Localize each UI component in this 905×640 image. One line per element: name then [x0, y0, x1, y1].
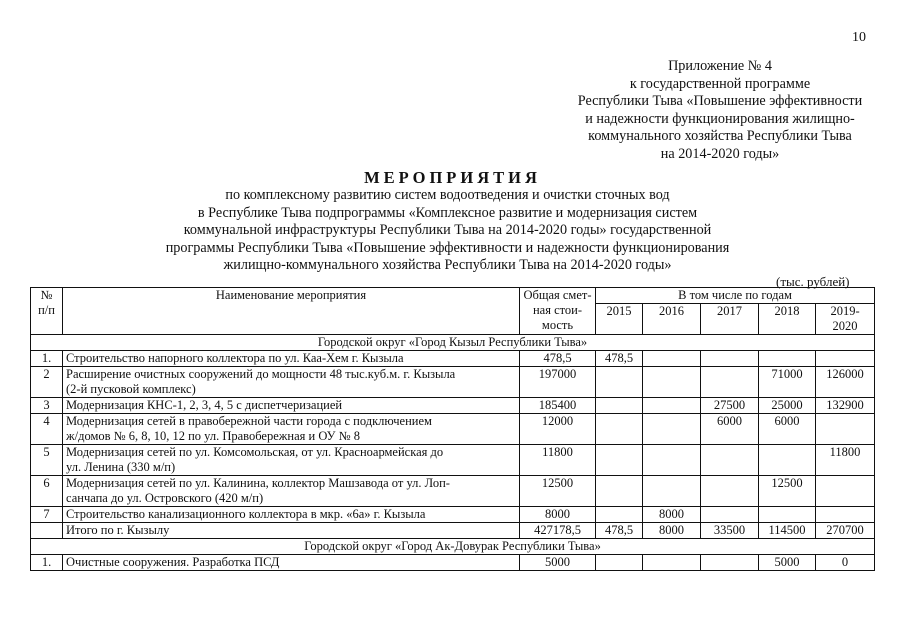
measures-table	[30, 287, 875, 571]
header-total: Общая смет- ная стои- мость	[520, 288, 596, 335]
table-row	[31, 476, 875, 507]
cell-2015	[596, 476, 643, 507]
table-row	[31, 367, 875, 398]
cell-number: 1.	[31, 351, 63, 367]
cell-2015	[596, 445, 643, 476]
cell-2018: 12500	[759, 476, 816, 507]
cell-2017: 33500	[701, 523, 759, 539]
cell-2018: 6000	[759, 414, 816, 445]
document-title: МЕРОПРИЯТИЯ	[364, 168, 541, 187]
cell-2015	[596, 367, 643, 398]
header-years-group: В том числе по годам	[596, 288, 875, 304]
subtitle-line: в Республике Тыва подпрограммы «Комплексное развитие и модернизация систем	[197, 204, 698, 221]
appendix-line: к государственной программе	[629, 75, 811, 92]
cell-total: 185400	[520, 398, 596, 414]
cell-total: 12500	[520, 476, 596, 507]
cell-2016	[643, 414, 701, 445]
cell-number: 6	[31, 476, 63, 507]
cell-total: 427178,5	[520, 523, 596, 539]
header-year: 2016	[643, 304, 701, 335]
section-title: Городской округ «Город Кызыл Республики Тыва»	[31, 335, 875, 351]
cell-2016	[643, 367, 701, 398]
cell-2017: 6000	[701, 414, 759, 445]
cell-2018	[759, 351, 816, 367]
header-year: 2018	[759, 304, 816, 335]
cell-number: 1.	[31, 555, 63, 571]
cell-2018	[759, 445, 816, 476]
table-row	[31, 414, 875, 445]
cell-2018: 71000	[759, 367, 816, 398]
cell-name: Очистные сооружения. Разработка ПСД	[63, 555, 520, 571]
cell-2015: 478,5	[596, 523, 643, 539]
cell-number: 4	[31, 414, 63, 445]
header-year: 2015	[596, 304, 643, 335]
cell-2019-2020: 132900	[816, 398, 875, 414]
subtitle-line: по комплексному развитию систем водоотведения и очистки сточных вод	[225, 187, 670, 203]
subtitle-line: программы Республики Тыва «Повышение эффективности и надежности функционирования	[165, 239, 730, 256]
table-row	[31, 523, 875, 539]
cell-2016	[643, 445, 701, 476]
cell-2016: 8000	[643, 507, 701, 523]
cell-total: 8000	[520, 507, 596, 523]
table-body	[31, 335, 875, 571]
cell-name: Модернизация сетей по ул. Калинина, коллектор Машзавода от ул. Лоп- санчапа до ул. Островского (420 м/п)	[63, 476, 520, 507]
cell-2019-2020: 0	[816, 555, 875, 571]
cell-2015	[596, 398, 643, 414]
header-number: № п/п	[31, 288, 63, 335]
cell-name: Расширение очистных сооружений до мощности 48 тыс.куб.м. г. Кызыла (2-й пусковой комплекс)	[63, 367, 520, 398]
cell-2015: 478,5	[596, 351, 643, 367]
table-row	[31, 555, 875, 571]
cell-2019-2020: 270700	[816, 523, 875, 539]
cell-2018: 25000	[759, 398, 816, 414]
header-year: 2017	[701, 304, 759, 335]
cell-number	[31, 523, 63, 539]
cell-2016	[643, 351, 701, 367]
cell-2018: 114500	[759, 523, 816, 539]
section-title: Городской округ «Город Ак-Довурак Республики Тыва»	[31, 539, 875, 555]
cell-name: Модернизация сетей в правобережной части города с подключением ж/домов № 6, 8, 10, 12 по ул. Правобережная и ОУ № 8	[63, 414, 520, 445]
cell-2019-2020	[816, 414, 875, 445]
cell-name: Модернизация КНС-1, 2, 3, 4, 5 с диспетчеризацией	[63, 398, 520, 414]
cell-2015	[596, 555, 643, 571]
page-number: 10	[852, 30, 866, 45]
cell-total: 11800	[520, 445, 596, 476]
appendix-line: на 2014-2020 годы»	[660, 145, 780, 162]
cell-name: Строительство напорного коллектора по ул. Каа-Хем г. Кызыла	[63, 351, 520, 367]
appendix-block	[540, 58, 900, 164]
table-row	[31, 398, 875, 414]
cell-2017	[701, 351, 759, 367]
cell-2016	[643, 398, 701, 414]
cell-2017	[701, 507, 759, 523]
section-header-row	[31, 539, 875, 555]
cell-2017	[701, 445, 759, 476]
cell-2016	[643, 555, 701, 571]
cell-name: Итого по г. Кызылу	[63, 523, 520, 539]
cell-2016	[643, 476, 701, 507]
cell-2015	[596, 507, 643, 523]
cell-2019-2020: 11800	[816, 445, 875, 476]
cell-2017	[701, 476, 759, 507]
units-label: (тыс. рублей)	[776, 274, 850, 289]
appendix-line: коммунального хозяйства Республики Тыва	[588, 128, 852, 145]
cell-number: 3	[31, 398, 63, 414]
cell-number: 7	[31, 507, 63, 523]
appendix-line: Приложение № 4	[668, 58, 772, 74]
cell-name: Модернизация сетей по ул. Комсомольская, от ул. Красноармейская до ул. Ленина (330 м/п)	[63, 445, 520, 476]
cell-total: 5000	[520, 555, 596, 571]
appendix-line: Республики Тыва «Повышение эффективности	[577, 93, 863, 110]
subtitle-line: коммунальной инфраструктуры Республики Тыва на 2014-2020 годы» государственной	[183, 222, 712, 239]
cell-total: 12000	[520, 414, 596, 445]
cell-2017	[701, 367, 759, 398]
cell-name: Строительство канализационного коллектора в мкр. «6а» г. Кызыла	[63, 507, 520, 523]
cell-2019-2020	[816, 476, 875, 507]
header-name: Наименование мероприятия	[63, 288, 520, 335]
cell-2015	[596, 414, 643, 445]
document-subtitle	[120, 187, 775, 275]
cell-2017	[701, 555, 759, 571]
cell-2017: 27500	[701, 398, 759, 414]
cell-2019-2020	[816, 351, 875, 367]
subtitle-line: жилищно-коммунального хозяйства Республики Тыва на 2014-2020 годы»	[223, 257, 672, 274]
table-row	[31, 445, 875, 476]
table-row	[31, 351, 875, 367]
cell-2016: 8000	[643, 523, 701, 539]
section-header-row	[31, 335, 875, 351]
header-year: 2019-2020	[816, 304, 875, 335]
cell-2019-2020: 126000	[816, 367, 875, 398]
appendix-line: и надежности функционирования жилищно-	[585, 110, 855, 127]
table-row	[31, 507, 875, 523]
cell-number: 5	[31, 445, 63, 476]
cell-2018: 5000	[759, 555, 816, 571]
cell-total: 197000	[520, 367, 596, 398]
cell-number: 2	[31, 367, 63, 398]
cell-2019-2020	[816, 507, 875, 523]
cell-2018	[759, 507, 816, 523]
cell-total: 478,5	[520, 351, 596, 367]
